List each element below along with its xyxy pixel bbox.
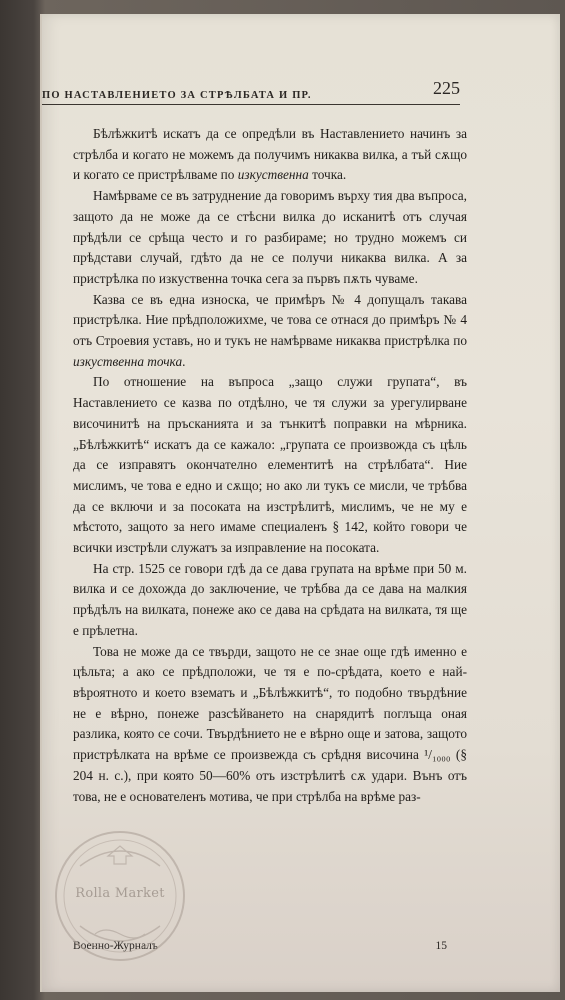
paragraph-3-text: Казва се въ една износка, че примѣръ № 4 допущалъ такава пристрѣлка. Ние прѣдположихме, че това се отнася до примѣръ № 4 отъ Строевия уставъ, но и тукъ не намѣрваме никаква пристрѣлка по (73, 291, 467, 349)
paragraph-1-end: точка. (308, 167, 347, 183)
watermark-seal (50, 826, 190, 966)
watermark-text: Rolla Market (75, 886, 165, 901)
paragraph-1-text: Бѣлѣжкитѣ искатъ да се опредѣли въ Наставлението начинъ за стрѣлба и когато не можемъ да получимъ никаква вилка, а тъй сѫщо и когато се пристрѣлваме по (73, 126, 467, 183)
paragraph-4: По отношение на въпроса „защо служи групата“, въ Наставлението се казва по отдѣлно, че тя служи за урегулирване височинитѣ на пръсканията и за тънкитѣ поправки на мѣрника. „Бѣлѣжкитѣ“ искатъ да се кажало: „групата се произвожда съ цѣль да се изправятъ окончателно елементитѣ на стрѣлбата“. Ние мислимъ, че това е едно и сѫщо; но ако ли тукъ се мисли, че трѣбва да се включи и за посоката на изстрѣлитѣ, мислимъ, че не му е мѣстото, защото за него имаме специаленъ § 142, който говори че всички изстрѣли служатъ за изправление на посоката. (73, 374, 467, 556)
paragraph-5: На стр. 1525 се говори гдѣ да се дава групата на врѣме при 50 м. вилка и се дохожда до заключение, че трѣбва да се дава на малкия прѣдѣлъ на вилката, понеже ако се дава на срѣдата на вилката, тя ще е прѣлетна. (73, 560, 467, 638)
footer-publication: Военно-Журналъ (73, 940, 158, 952)
body-text (73, 124, 467, 807)
paragraph-1-italic: изкуственна (237, 167, 309, 183)
page-number: 225 (433, 78, 460, 98)
paragraph-1 (73, 124, 467, 186)
paragraph-3 (73, 290, 467, 373)
header-rule (42, 104, 460, 105)
paragraph-3-italic: изкуственна точка (73, 353, 183, 369)
paragraph-6: Това не може да се твърди, защото не се знае още гдѣ именно е цѣльта; а ако се прѣдположи, че тя е по-срѣдата, което е най-вѣроятното и което взематъ и „Бѣлѣжкитѣ“, то подобно твърдѣние не е вѣрно, понеже разсѣйването на снарядитѣ поглъща оная разлика, която се сочи. Твърдѣнието не е вѣрно още и затова, защото пристрѣлката на врѣме се произвежда съ срѣдня височина ¹/₁₀₀₀ (§ 204 н. с.), при която 50—60% отъ изстрѣлитѣ сѫ удари. Вънъ отъ това, не е основателенъ мотива, че при стрѣлба на врѣме раз- (73, 643, 467, 804)
paragraph-2: Намѣрваме се въ затруднение да говоримъ върху тия два въпроса, защото да не може да се стѣсни вилка до исканитѣ отъ случая прѣдѣли се срѣща често и го разбираме; но трудно можемъ си прѣдстави случай, гдѣто да не се получи никаква вилка. А за пристрѣлка по изкуственна точка сега за първъ пѫть чуваме. (73, 188, 467, 286)
running-head (42, 74, 460, 104)
running-title: ПО НАСТАВЛЕНИЕТО ЗА СТРѢЛБАТА И ПР. (42, 90, 312, 101)
paragraph-3-end: . (182, 353, 186, 369)
footer-sheet-number: 15 (435, 940, 447, 952)
